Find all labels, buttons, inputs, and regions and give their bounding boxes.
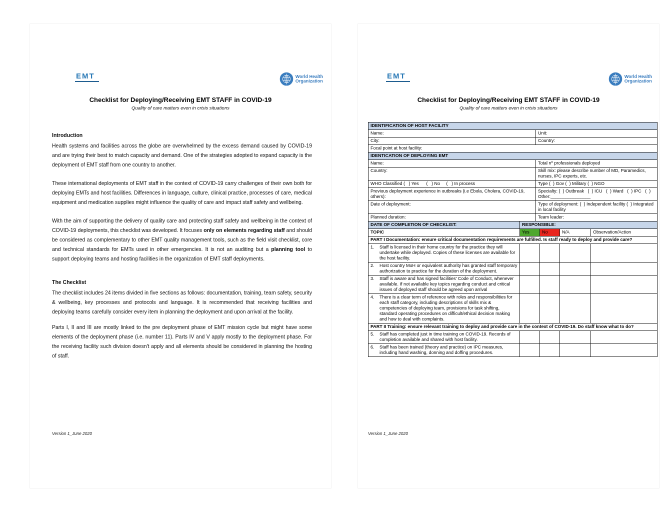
field-total-professionals: Total nº professionals deployed [536, 160, 658, 168]
no-cell [540, 331, 560, 344]
yes-cell [520, 331, 540, 344]
page-2-sheet [358, 24, 659, 488]
item-text: Staff has been trained (theory and practice) on IPC measures, including hand washing, donning and doffing procedures. [379, 344, 504, 355]
table-row [368, 294, 657, 324]
observation-cell [591, 244, 658, 263]
who-text-line2: Organization [295, 78, 323, 84]
observation-cell [591, 344, 658, 357]
page-1 [30, 24, 331, 488]
observation-cell [591, 275, 658, 294]
column-observation: Observation/Action [591, 229, 658, 237]
version-footer: Version 1_June 2020 [52, 431, 93, 436]
checklist-item-5 [368, 331, 520, 344]
na-cell [560, 275, 591, 294]
intro-paragraph-2: These international deployments of EMT staff in the context of COVID-19 carry challenges of their own both for deploying EMTs and host facilities. Differences in language, culture, clinical practice, processes of care, medical equipment and medication supplies might influence the quality of care and impact staff safety and wellbeing. [52, 180, 312, 206]
page-subtitle: Quality of care matters even in crisis situations [459, 105, 558, 111]
no-cell [540, 262, 560, 275]
yes-cell [520, 344, 540, 357]
who-logo [608, 72, 652, 86]
item-number: 3. [370, 276, 375, 281]
who-text-line1: World Health [624, 73, 652, 79]
field-previous-experience: Previous deployment experience in outbreaks (i.e Ebola, Cholera, COVID-19, others): [368, 188, 536, 201]
observation-cell [591, 262, 658, 275]
table-row [368, 221, 657, 229]
who-text-line1: World Health [295, 73, 323, 79]
item-number: 2. [370, 263, 375, 268]
table-row [368, 145, 657, 153]
item-text: There is a clear term of reference with roles and responsibilities for each staff category, including descriptions of skills mix & competencies of deploying team, provisions for task shifting, standard operating procedures on difficult/ethical decision making and how to deal with complaints. [379, 294, 513, 322]
item-number: 4. [370, 294, 375, 300]
field-emt-country: Country: [368, 167, 536, 180]
na-cell [560, 294, 591, 324]
table-row [368, 180, 657, 188]
version-footer: Version 1_June 2020 [368, 431, 409, 436]
field-planned-duration: Planned duration: [368, 214, 536, 222]
no-cell [540, 344, 560, 357]
table-row [368, 201, 657, 214]
checklist-form [368, 122, 657, 357]
na-cell [560, 262, 591, 275]
p3-bold-elements-regarding-staff: only on elements regarding staff [203, 227, 285, 234]
emt-logo: EMT [386, 72, 410, 82]
part1-header: PART I Documentation: ensure critical documentation requirements are fulfilled. Is staff ready to deploy and provide care? [368, 236, 657, 244]
item-text: Staff is aware and has signed facilities' Code of Conduct, whenever available. If not available key topics regarding conduct and critical issues of deployed staff should be agreed upon arrival [379, 276, 514, 292]
intro-heading: Introduction [52, 132, 83, 139]
checklist-item-1 [368, 244, 520, 263]
field-country: Country: [536, 137, 658, 145]
section-header-deploying-emt: IDENTICATION OF DEPLOYING EMT [368, 152, 657, 160]
page-subtitle: Quality of care matters even in crisis situations [131, 105, 230, 111]
field-deployment-type: Type of deployment: ( ) Independent facility ( ) Integrated in local facility [536, 201, 658, 214]
na-cell [560, 344, 591, 357]
field-name: Name: [368, 130, 536, 138]
table-row [368, 331, 657, 344]
table-row [368, 323, 657, 331]
who-emblem-icon [608, 72, 622, 86]
emt-logo: EMT [75, 72, 99, 82]
na-cell [560, 244, 591, 263]
table-row [368, 188, 657, 201]
no-cell [540, 244, 560, 263]
item-text: Staff is licensed in their home country for the practice they will undertake while deployed. Copies of these licenses are available for the host facility. [379, 244, 516, 261]
yes-cell [520, 244, 540, 263]
section-header-host-facility: IDENTIFICATION OF HOST FACILITY [368, 122, 657, 130]
checklist-item-3 [368, 275, 520, 294]
p3-text: and should be considered as complementary to other EMT quality management tools, such as the field visit checklist, core and technical standards for EMTs used in other emergencies. It is not an auditing but a [52, 227, 313, 253]
field-skill-mix: Skill mix: please describe number of MD, Paramedics, nurses, IPC experts, etc. [536, 167, 658, 180]
p3-text: to support deploying teams and hosting facilities in the organization of EMT staff deployments. [52, 246, 312, 262]
page-2 [358, 24, 659, 488]
item-number: 1. [370, 244, 375, 250]
page-2-header [358, 24, 659, 89]
column-topic: TOPIC [368, 229, 520, 237]
table-row [368, 262, 657, 275]
table-row [368, 344, 657, 357]
column-yes: Yes [520, 229, 540, 237]
field-date-of-completion: DATE OF COMPLETION OF CHECKLIST: [368, 221, 520, 229]
page-1-body [30, 111, 331, 361]
field-city: City: [368, 137, 536, 145]
intro-paragraph-1: Health systems and facilities across the globe are overwhelmed by the excess demand caused by COVID-19 and are trying their best to match capacity and demand. One of the strategies adopted to expand capacity is the deployment of EMT staff from one country to another. [52, 143, 312, 168]
table-row [368, 122, 657, 130]
field-unit: Unit: [536, 130, 658, 138]
page-title: Checklist for Deploying/Receiving EMT STAFF in COVID-19 [417, 96, 600, 104]
who-emblem-icon [279, 72, 293, 86]
part2-header: PART II Training: ensure relevant training to deploy and provide care in the context of COVID-19. Do staff know what to do? [368, 323, 657, 331]
page-1-sheet [30, 24, 331, 488]
na-cell [560, 331, 591, 344]
item-number: 6. [370, 344, 375, 350]
item-text: Host country MoH or equivalent authority has granted staff temporary authorization to practice for the duration of the deployment. [379, 263, 518, 274]
no-cell [540, 275, 560, 294]
table-row [368, 236, 657, 244]
item-number: 5. [370, 331, 375, 337]
page-1-header [30, 24, 331, 89]
field-team-leader: Team leader: [536, 214, 658, 222]
who-text-line2: Organization [624, 78, 652, 84]
column-no: No [540, 229, 560, 237]
field-focal-point: Focal point at host facility: [368, 145, 657, 153]
checklist-heading: The Checklist [52, 279, 87, 286]
table-row [368, 160, 657, 168]
item-text: Staff has completed just in time training on COVID-19. Records of completion available and shared with host facility. [379, 331, 511, 342]
table-row [368, 244, 657, 263]
no-cell [540, 294, 560, 324]
field-specialty: Specialty: ( ) Outbreak ( ) ICU ( ) Ward ( ) IPC ( ) Other:________________ [536, 188, 658, 201]
identification-table [368, 122, 658, 222]
checklist-table [368, 221, 658, 357]
who-logo-text [295, 74, 323, 84]
observation-cell [591, 331, 658, 344]
intro-paragraph-3 [52, 217, 312, 265]
yes-cell [520, 275, 540, 294]
checklist-paragraph-2: Parts I, II and III are mostly linked to the pre deployment phase of EMT mission cycle but might have some elements of the deployment phase (i.e. number 11). Parts IV and V apply mostly to the deployment phase. For the receiving facility such division doesn't apply and all elements should be considered in planning the hosting of staff. [52, 324, 312, 359]
field-type: Type ( ) Gov ( ) Military ( ) NGO [536, 180, 658, 188]
who-logo-text [624, 74, 652, 84]
field-who-classified: WHO Classified ( ) Yes ( ) No ( ) In process [368, 180, 536, 188]
table-row [368, 137, 657, 145]
table-row [368, 275, 657, 294]
who-logo [279, 72, 323, 86]
column-header-row [368, 229, 657, 237]
checklist-item-4 [368, 294, 520, 324]
observation-cell [591, 294, 658, 324]
table-row [368, 130, 657, 138]
column-na: N/A [560, 229, 591, 237]
checklist-item-6 [368, 344, 520, 357]
p3-bold-planning-tool: planning tool [271, 246, 306, 253]
table-row [368, 167, 657, 180]
field-responsible: RESPONSIBLE: [520, 221, 658, 229]
field-emt-name: Name: [368, 160, 536, 168]
yes-cell [520, 262, 540, 275]
field-date-of-deployment: Date of deployment: [368, 201, 536, 214]
table-row [368, 152, 657, 160]
checklist-paragraph-1: The checklist includes 24 items divided in five sections as follows: documentation, training, team safety, security & wellbeing, key processes and protocols and language. It is recommended that receiving facilities and deploying teams carefully consider every item in planning the deployment and upon arrival at the facility. [52, 290, 312, 315]
p3-text: With the aim of supporting the delivery of quality care and protecting staff safety and wellbeing in the context of COVID-19 deployments, this checklist was developed. It focuses [52, 218, 312, 234]
page-title: Checklist for Deploying/Receiving EMT STAFF in COVID-19 [89, 96, 272, 104]
yes-cell [520, 294, 540, 324]
checklist-item-2 [368, 262, 520, 275]
